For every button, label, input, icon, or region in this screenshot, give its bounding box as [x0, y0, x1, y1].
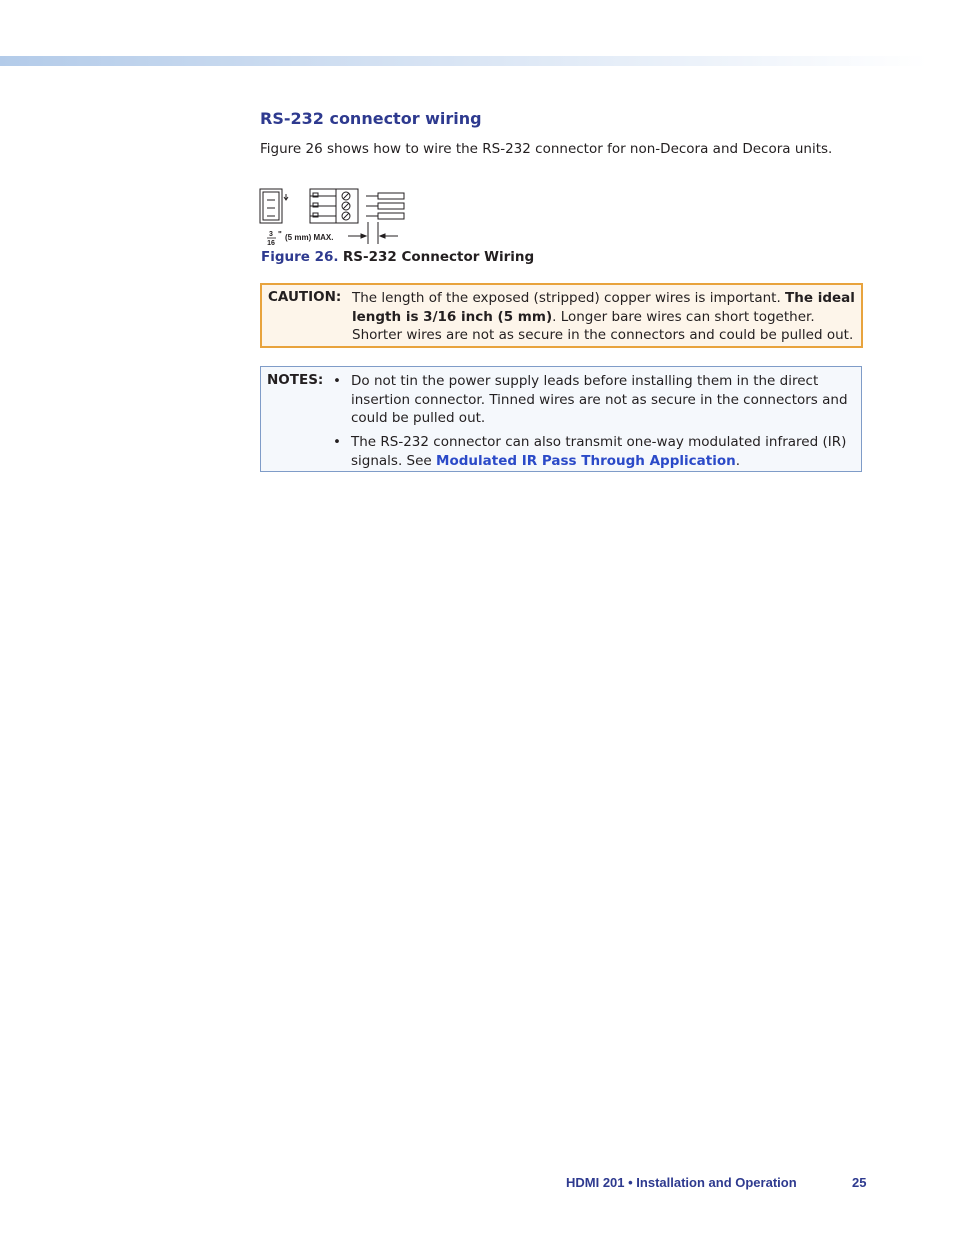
bullet: • [333, 373, 341, 389]
caution-text-part1: The length of the exposed (stripped) copper wires is important. [352, 290, 786, 306]
caution-text-bold: The ideal length is 3/16 inch (5 mm) [352, 290, 855, 325]
caution-text [352, 289, 855, 345]
inch-mark: " [278, 230, 282, 239]
bullet: • [333, 434, 341, 450]
header-band [0, 56, 928, 66]
caution-box [260, 283, 863, 348]
notes-label: NOTES: [267, 372, 324, 388]
note-text-1: Do not tin the power supply leads before installing them in the direct insertion connector. Tinned wires are not as secure in the connectors and could be pulled out. [351, 373, 848, 426]
note-text-2-part2: . [735, 452, 740, 469]
note-text-2 [351, 433, 851, 470]
intro-paragraph: Figure 26 shows how to wire the RS-232 connector for non-Decora and Decora units. [260, 141, 833, 157]
figure-caption [261, 249, 534, 265]
dimension-label: (5 mm) MAX. [285, 233, 334, 242]
rs232-connector-diagram [258, 184, 418, 248]
stripped-wires-icon [348, 193, 404, 244]
section-title: RS-232 connector wiring [260, 109, 482, 128]
note-text-2-part1: The RS-232 connector can also transmit one-way modulated infrared (IR) signals. See [351, 434, 847, 469]
fraction-denominator: 16 [267, 240, 275, 247]
footer-text: HDMI 201 • Installation and Operation [566, 1175, 797, 1190]
figure-title: RS-232 Connector Wiring [342, 249, 535, 265]
fraction-numerator: 3 [269, 231, 273, 238]
connector-side-view-icon [310, 189, 358, 223]
figure-number: Figure 26. [261, 249, 339, 265]
caution-label: CAUTION: [268, 289, 342, 305]
notes-box [260, 366, 862, 472]
caution-text-part2: . Longer bare wires can short together. Shorter wires are not as secure in the connectors and could be pulled out. [352, 308, 854, 343]
modulated-ir-link[interactable]: Modulated IR Pass Through Application [436, 452, 736, 469]
page-number: 25 [852, 1175, 867, 1190]
connector-front-view-icon [260, 189, 288, 223]
